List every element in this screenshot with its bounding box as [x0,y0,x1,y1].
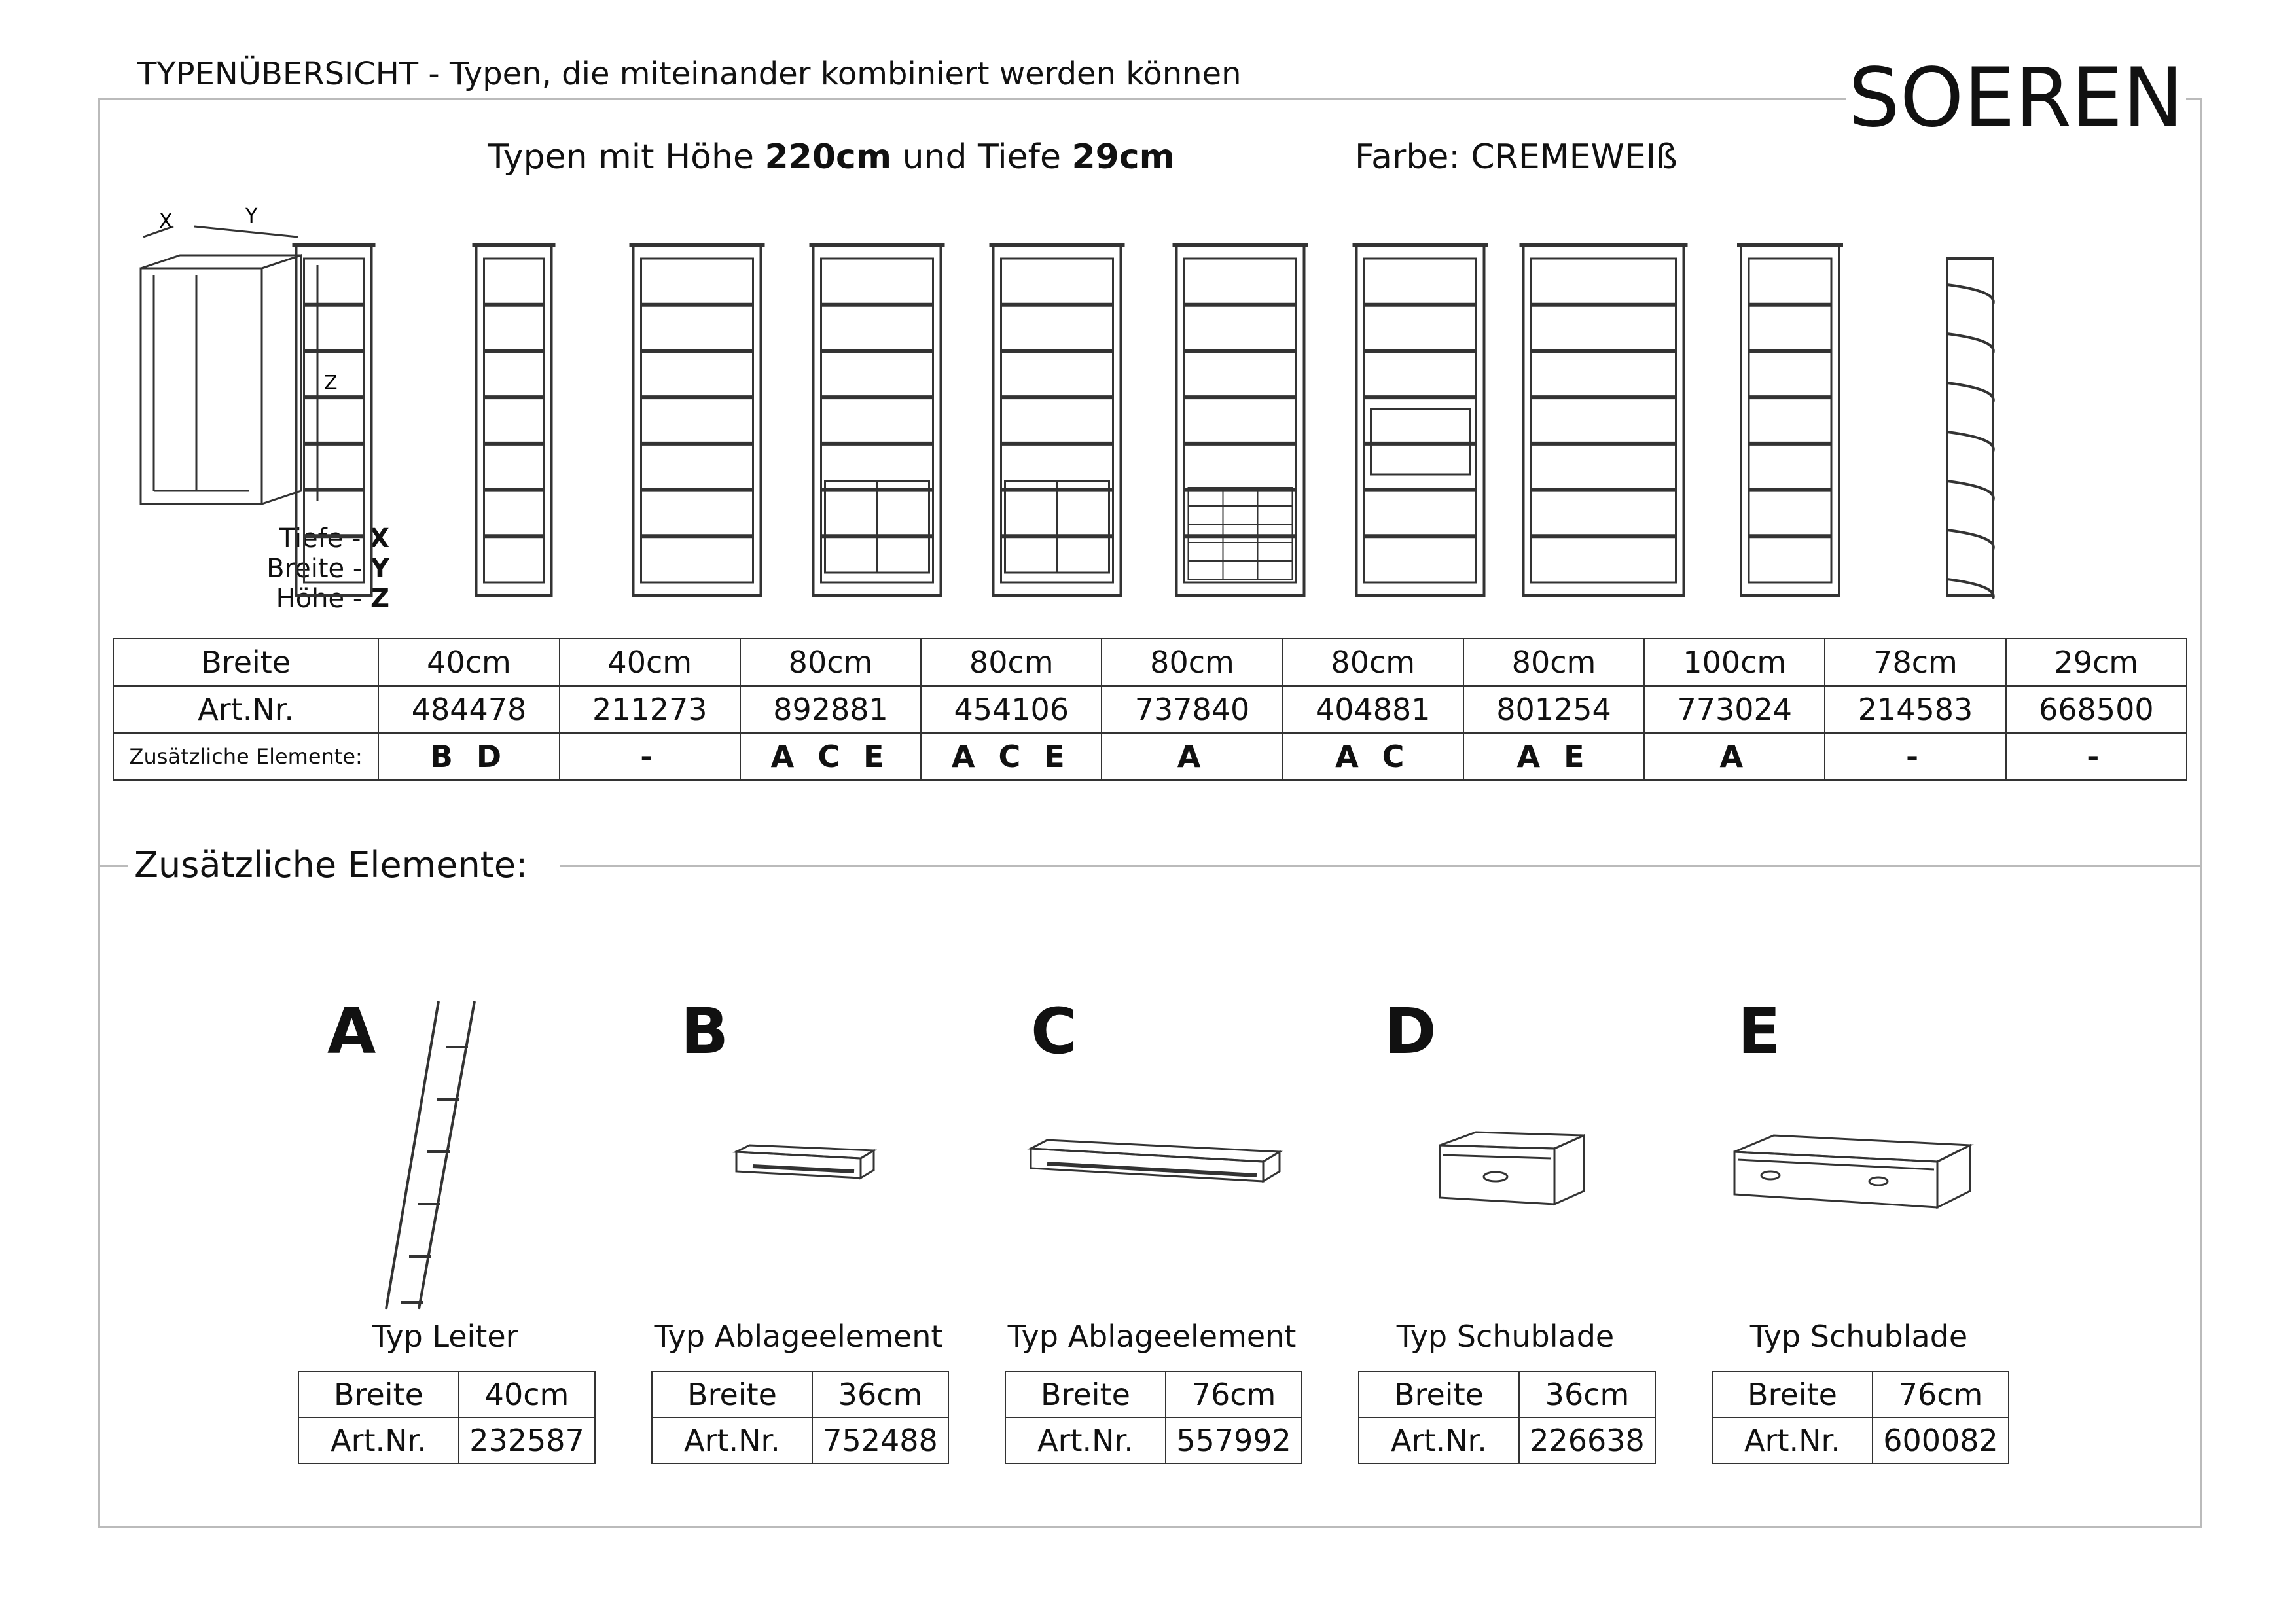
element-table [651,1371,949,1464]
table-cell: A [1102,733,1282,780]
table-cell: 80cm [1463,639,1644,686]
table-cell: 78cm [1825,639,2005,686]
cell-value: 36cm [1519,1372,1655,1418]
table-cell: 773024 [1644,686,1825,733]
cabinet-drawing [1353,245,1488,596]
table-cell: 40cm [560,639,740,686]
element-letter: D [1384,995,1437,1068]
table-cell: - [2006,733,2187,780]
cell-label: Art.Nr. [652,1418,812,1463]
element-table [1005,1371,1302,1464]
table-cell: 214583 [1825,686,2005,733]
table-cell: 100cm [1644,639,1825,686]
table-cell: A C E [740,733,921,780]
shelf-icon [1031,1140,1280,1181]
element-table [298,1371,596,1464]
cabinet-drawing [473,245,556,596]
row-label: Art.Nr. [113,686,378,733]
axis-z-label: Z [324,372,338,395]
drawer-icon [1734,1135,1970,1207]
table-row-artnr [113,686,2187,733]
cell-label: Breite [1359,1372,1519,1418]
cabinet-drawing [1173,245,1308,596]
cell-value: 76cm [1873,1372,2009,1418]
cell-value: 40cm [459,1372,595,1418]
cabinet-drawing [1737,245,1843,596]
element-table [1358,1371,1656,1464]
cell-label: Art.Nr. [1005,1418,1166,1463]
cabinet-drawing [990,245,1125,596]
table-cell: 668500 [2006,686,2187,733]
table-cell: 40cm [378,639,559,686]
element-letter: E [1738,995,1781,1068]
brand-logo: SOEREN [1846,52,2186,144]
cabinet-drawings [137,196,2186,615]
cell-value: 600082 [1873,1418,2009,1463]
table-cell: 80cm [921,639,1102,686]
table-cell: 801254 [1463,686,1644,733]
table-row-extras [113,733,2187,780]
color-label: Farbe: CREMEWEIß [1355,137,1677,177]
cabinet-drawing [293,245,376,596]
table-cell: 80cm [1102,639,1282,686]
table-cell: - [1825,733,2005,780]
ladder-icon [386,1001,475,1309]
table-cell: 892881 [740,686,921,733]
table-cell: 80cm [1283,639,1463,686]
cabinet-drawing [1520,245,1688,596]
table-cell: 29cm [2006,639,2187,686]
element-caption: Typ Ablageelement [654,1319,943,1354]
cell-value: 752488 [812,1418,948,1463]
type-subtitle: Typen mit Höhe 220cm und Tiefe 29cm [488,137,1175,177]
cell-value: 226638 [1519,1418,1655,1463]
table-cell: A E [1463,733,1644,780]
cabinet-drawing [1947,259,1994,599]
table-cell: 211273 [560,686,740,733]
element-letter: B [681,995,729,1068]
cell-value: 36cm [812,1372,948,1418]
axis-y-label: Y [245,205,258,228]
table-cell: A C E [921,733,1102,780]
cabinet-drawing [810,245,945,596]
cell-label: Art.Nr. [298,1418,459,1463]
table-cell: 80cm [740,639,921,686]
table-cell: B D [378,733,559,780]
section-title: Zusätzliche Elemente: [128,844,560,885]
table-row-breite [113,639,2187,686]
table-cell: A [1644,733,1825,780]
type-table [113,638,2187,781]
header-title: TYPENÜBERSICHT - Typen, die miteinander kombiniert werden können [137,56,1242,92]
element-letter: C [1031,995,1077,1068]
row-label: Zusätzliche Elemente: [113,733,378,780]
table-cell: 454106 [921,686,1102,733]
element-drawings [275,982,2042,1322]
row-label: Breite [113,639,378,686]
element-caption: Typ Schublade [1749,1319,1968,1354]
legend-width: Breite - Y [266,554,389,584]
drawer-icon [1440,1132,1584,1204]
cell-label: Breite [298,1372,459,1418]
cell-label: Art.Nr. [1359,1418,1519,1463]
table-cell: - [560,733,740,780]
cell-label: Art.Nr. [1712,1418,1873,1463]
element-letter: A [327,995,376,1068]
element-caption: Typ Leiter [372,1319,518,1354]
table-cell: A C [1283,733,1463,780]
cell-value: 76cm [1166,1372,1302,1418]
shelf-icon [736,1145,874,1178]
table-cell: 737840 [1102,686,1282,733]
legend-height: Höhe - Z [276,584,389,614]
table-cell: 404881 [1283,686,1463,733]
legend-depth: Tiefe - X [279,524,389,554]
cell-label: Breite [652,1372,812,1418]
cell-value: 557992 [1166,1418,1302,1463]
cell-value: 232587 [459,1418,595,1463]
element-table [1712,1371,2009,1464]
cabinet-drawing [630,245,765,596]
axis-x-label: X [159,210,173,233]
cell-label: Breite [1005,1372,1166,1418]
element-caption: Typ Ablageelement [1007,1319,1297,1354]
cell-label: Breite [1712,1372,1873,1418]
table-cell: 484478 [378,686,559,733]
element-caption: Typ Schublade [1396,1319,1615,1354]
